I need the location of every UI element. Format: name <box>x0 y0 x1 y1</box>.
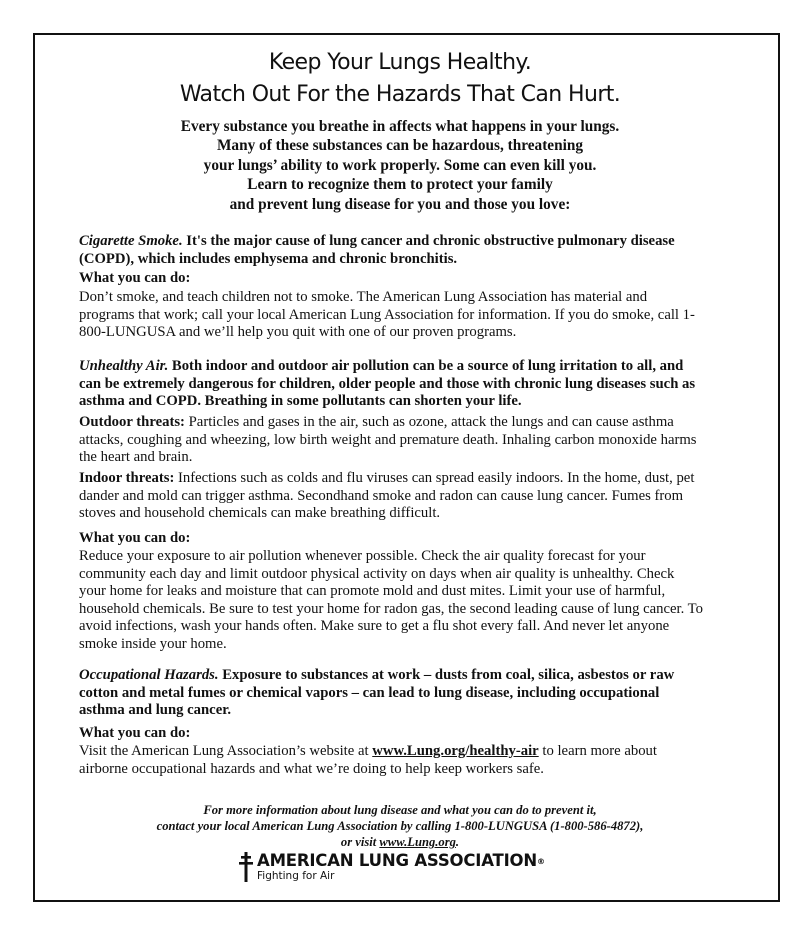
intro-line: Learn to recognize them to protect your family <box>247 176 553 194</box>
footer-line-3-post: . <box>455 835 460 850</box>
outdoor-threats-text: Particles and gases in the air, such as ozone, attack the lungs and can cause asthma attacks, coughing and wheezing, low birth weight and premature death. Inhaling carbon monoxide harms the heart and brain. <box>79 414 697 466</box>
unhealthy-air-text: Both indoor and outdoor air pollution can be a source of lung irritation to all, and can be extremely dangerous for children, older people and those with chronic lung diseases such as asthma and COPD. Breathing in some pollutants can shorten your life. <box>79 358 696 410</box>
logo-name-text: AMERICAN LUNG ASSOCIATION <box>257 851 537 870</box>
title-line-2: Watch Out For the Hazards That Can Hurt. <box>179 82 621 107</box>
air-what-text: Reduce your exposure to air pollution whenever possible. Check the air quality forecast for your community each day and limit outdoor physical activity on days when air quality is unhealthy. Check your home for leaks and moisture that can promote mold and dust mites. Limit your use of harmful, household chemicals. Be sure to test your home for radon gas, the second leading cause of lung cancer. To avoid infections, wash your hands often. Make sure to get a flu shot every fall. And never let anyone smoke inside your home. <box>79 548 703 652</box>
footer-line-2: contact your local American Lung Association by calling 1-800-LUNGUSA (1-800-586-4872), <box>156 819 644 834</box>
intro-line: and prevent lung disease for you and those you love: <box>229 195 571 213</box>
footer-info <box>0 802 800 851</box>
intro-line: Many of these substances can be hazardous, threatening <box>216 137 583 155</box>
logo-tagline: Fighting for Air <box>257 870 335 882</box>
cigarette-what-heading: What you can do: <box>79 270 191 286</box>
indoor-threats-label: Indoor threats: <box>79 470 175 486</box>
footer-line-3 <box>0 834 800 850</box>
occupational-text: Exposure to substances at work – dusts from coal, silica, asbestos or raw cotton and metal fumes or chemical vapors – can lead to lung disease, including occupational asthma and lung cancer. <box>79 667 675 719</box>
indoor-threats-text: Infections such as colds and flu viruses can spread easily indoors. In the home, dust, pet dander and mold can trigger asthma. Secondhand smoke and radon can cause lung cancer. Fumes from stoves and household chemicals can make breathing difficult. <box>79 470 695 522</box>
lung-org-link[interactable]: www.Lung.org <box>379 835 456 850</box>
occupational-what-heading: What you can do: <box>79 725 191 741</box>
logo-name <box>257 851 545 870</box>
healthy-air-link[interactable]: www.Lung.org/healthy-air <box>372 743 539 759</box>
outdoor-threats <box>79 414 704 467</box>
outdoor-threats-label: Outdoor threats: <box>79 414 185 430</box>
footer-line-3-pre: or visit <box>340 835 380 850</box>
indoor-threats <box>79 470 704 523</box>
air-what-heading: What you can do: <box>79 530 191 546</box>
occupational-section <box>79 667 704 720</box>
occupational-what-text <box>79 743 704 778</box>
unhealthy-air-heading: Unhealthy Air. <box>79 358 169 374</box>
cigarette-section <box>79 233 704 268</box>
intro-block <box>0 117 800 214</box>
title-line-1: Keep Your Lungs Healthy. <box>268 50 532 75</box>
double-barred-cross-icon <box>239 852 253 882</box>
intro-line: your lungs’ ability to work properly. Some can even kill you. <box>203 156 597 174</box>
occupational-what-post: to learn more about airborne occupational hazards and what we’re doing to help keep workers safe. <box>79 743 657 777</box>
cigarette-text: It's the major cause of lung cancer and chronic obstructive pulmonary disease (COPD), which includes emphysema and chronic bronchitis. <box>79 233 675 267</box>
cigarette-heading: Cigarette Smoke. <box>79 233 183 249</box>
occupational-heading: Occupational Hazards. <box>79 667 219 683</box>
registered-mark: ® <box>536 857 545 866</box>
occupational-what-pre: Visit the American Lung Association’s website at <box>79 743 373 759</box>
footer-line-1: For more information about lung disease and what you can do to prevent it, <box>203 803 597 817</box>
intro-line: Every substance you breathe in affects what happens in your lungs. <box>180 118 620 135</box>
cigarette-what-text: Don’t smoke, and teach children not to smoke. The American Lung Association has material and programs that work; call your local American Lung Association for information. If you do smoke, call 1-800-LUNGUSA and we’ll help you quit with one of our proven programs. <box>79 289 695 341</box>
unhealthy-air-section <box>79 358 704 411</box>
